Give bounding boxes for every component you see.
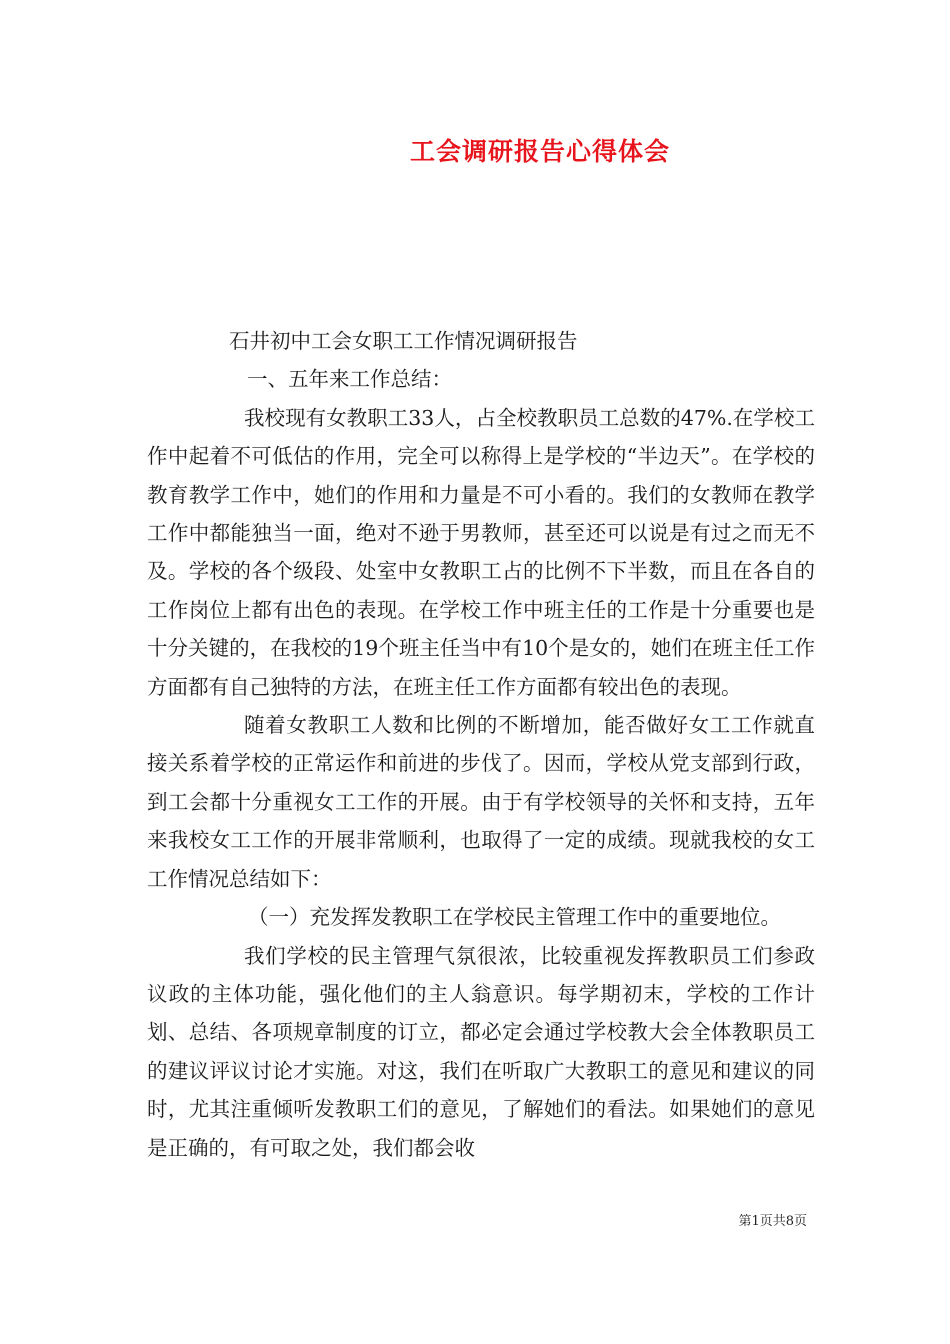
section-heading: 一、五年来工作总结： bbox=[247, 367, 452, 392]
report-subtitle: 石井初中工会女职工工作情况调研报告 bbox=[229, 329, 578, 353]
paragraph-1: 我校现有女教职工33人，占全校教职员工总数的47%.在学校工作中起着不可低估的作用，完全可以称得上是学校的“半边天”。在学校的教育教学工作中，她们的作用和力量是不可小看的。我们的女教师在教学工作中都能独当一面，绝对不逊于男教师，甚至还可以说是有过之而无不及。学校的各个级段、处室中女教职工占的比例不下半数，而且在各自的工作岗位上都有出色的表现。在学校工作中班主任的工作是十分重要也是十分关键的，在我校的19个班主任当中有10个是女的，她们在班主任工作方面都有自己独特的方法，在班主任工作方面都有较出色的表现。 bbox=[147, 405, 815, 699]
paragraph-3: 我们学校的民主管理气氛很浓，比较重视发挥教职员工们参政议政的主体功能，强化他们的主人翁意识。每学期初末，学校的工作计划、总结、各项规章制度的订立，都必定会通过学校教大会全体教职员工的建议评议讨论才实施。对这，我们在听取广大教职工的意见和建议的同时，尤其注重倾听发教职工们的意见，了解她们的看法。如果她们的意见是正确的，有可取之处，我们都会收 bbox=[147, 943, 815, 1160]
document-body bbox=[147, 322, 815, 1167]
paragraph-2: 随着女教职工人数和比例的不断增加，能否做好女工工作就直接关系着学校的正常运作和前进的步伐了。因而，学校从党支部到行政，到工会都十分重视女工工作的开展。由于有学校领导的关怀和支持，五年来我校女工工作的开展非常顺利，也取得了一定的成绩。现就我校的女工工作情况总结如下： bbox=[147, 713, 815, 891]
subsection-heading: （一）充发挥发教职工在学校民主管理工作中的重要地位。 bbox=[248, 905, 781, 930]
page-number: 第1页共8页 bbox=[738, 1214, 807, 1229]
document-title: 工会调研报告心得体会 bbox=[409, 137, 670, 166]
